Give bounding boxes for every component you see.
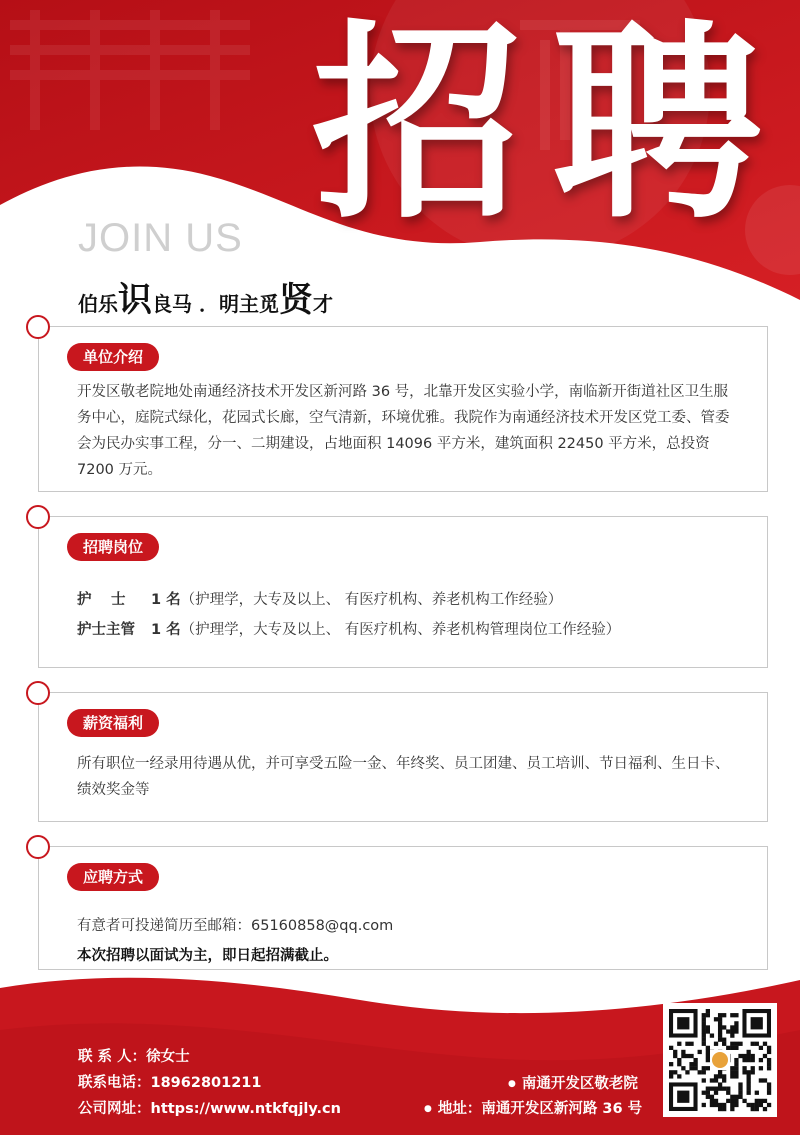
intro-card — [38, 326, 768, 492]
qr-code-image — [663, 1003, 777, 1117]
section-dot — [26, 835, 50, 859]
company-website[interactable]: 公司网址：https://www.ntkfqjly.cn — [78, 1101, 341, 1117]
benefits-text: 所有职位一经录用待遇从优，并可享受五险一金、年终奖、员工团建、员工培训、节日福利、生日卡、绩效奖金等 — [77, 756, 730, 798]
section-dot — [26, 315, 50, 339]
position-desc: （护理学，大专及以上、 有医疗机构、养老机构管理岗位工作经验） — [180, 622, 621, 638]
contact-person: 联 系 人：徐女士 — [78, 1049, 190, 1065]
slogan-big-2: 贤 — [278, 280, 313, 320]
positions-tag: 招聘岗位 — [67, 533, 159, 561]
qr-code — [663, 1003, 777, 1117]
org-name: ● 南通开发区敬老院 — [508, 1072, 638, 1093]
section-dot — [26, 505, 50, 529]
position-desc: （护理学，大专及以上、 有医疗机构、养老机构工作经验） — [180, 592, 563, 608]
hero-title: 招聘 — [312, 2, 793, 247]
apply-info — [77, 913, 737, 969]
slogan-part-3: 才 — [312, 292, 333, 316]
slogan-part-2: 良马 ．明主觅 — [152, 292, 279, 316]
position-count: 1 名 — [151, 622, 181, 638]
position-name: 护士主管 — [77, 622, 135, 638]
intro-text: 开发区敬老院地处南通经济技术开发区新河路 36 号，北靠开发区实验小学，南临新开街道社区卫生服务中心，庭院式绿化，花园式长廊，空气清新，环境优雅。我院作为南通经济技术开发区党工委、管委会为民办实事工程，分一、二期建设，占地面积 14096 平方米，建筑面积 22450 平方米，总投资 7200 万元。 — [77, 384, 730, 478]
section-dot — [26, 681, 50, 705]
position-name: 护 士 — [77, 592, 126, 608]
apply-email: 有意者可投递简历至邮箱：65160858@qq.com — [77, 918, 394, 934]
position-row — [77, 617, 737, 643]
apply-note: 本次招聘以面试为主，即日起招满截止。 — [77, 948, 338, 964]
intro-tag: 单位介绍 — [67, 343, 159, 371]
positions-card — [38, 516, 768, 668]
slogan — [78, 272, 333, 321]
org-address: ● 地址：南通开发区新河路 36 号 — [424, 1097, 642, 1118]
join-us-subtitle: JOIN US — [78, 216, 243, 260]
position-row — [77, 587, 737, 613]
benefits-tag: 薪资福利 — [67, 709, 159, 737]
contact-phone: 联系电话：18962801211 — [78, 1075, 262, 1091]
position-count: 1 名 — [151, 592, 181, 608]
slogan-big-1: 识 — [118, 280, 152, 320]
apply-card — [38, 846, 768, 970]
benefits-card — [38, 692, 768, 822]
positions-list — [77, 587, 737, 643]
apply-tag: 应聘方式 — [67, 863, 159, 891]
slogan-part-1: 伯乐 — [78, 292, 118, 316]
